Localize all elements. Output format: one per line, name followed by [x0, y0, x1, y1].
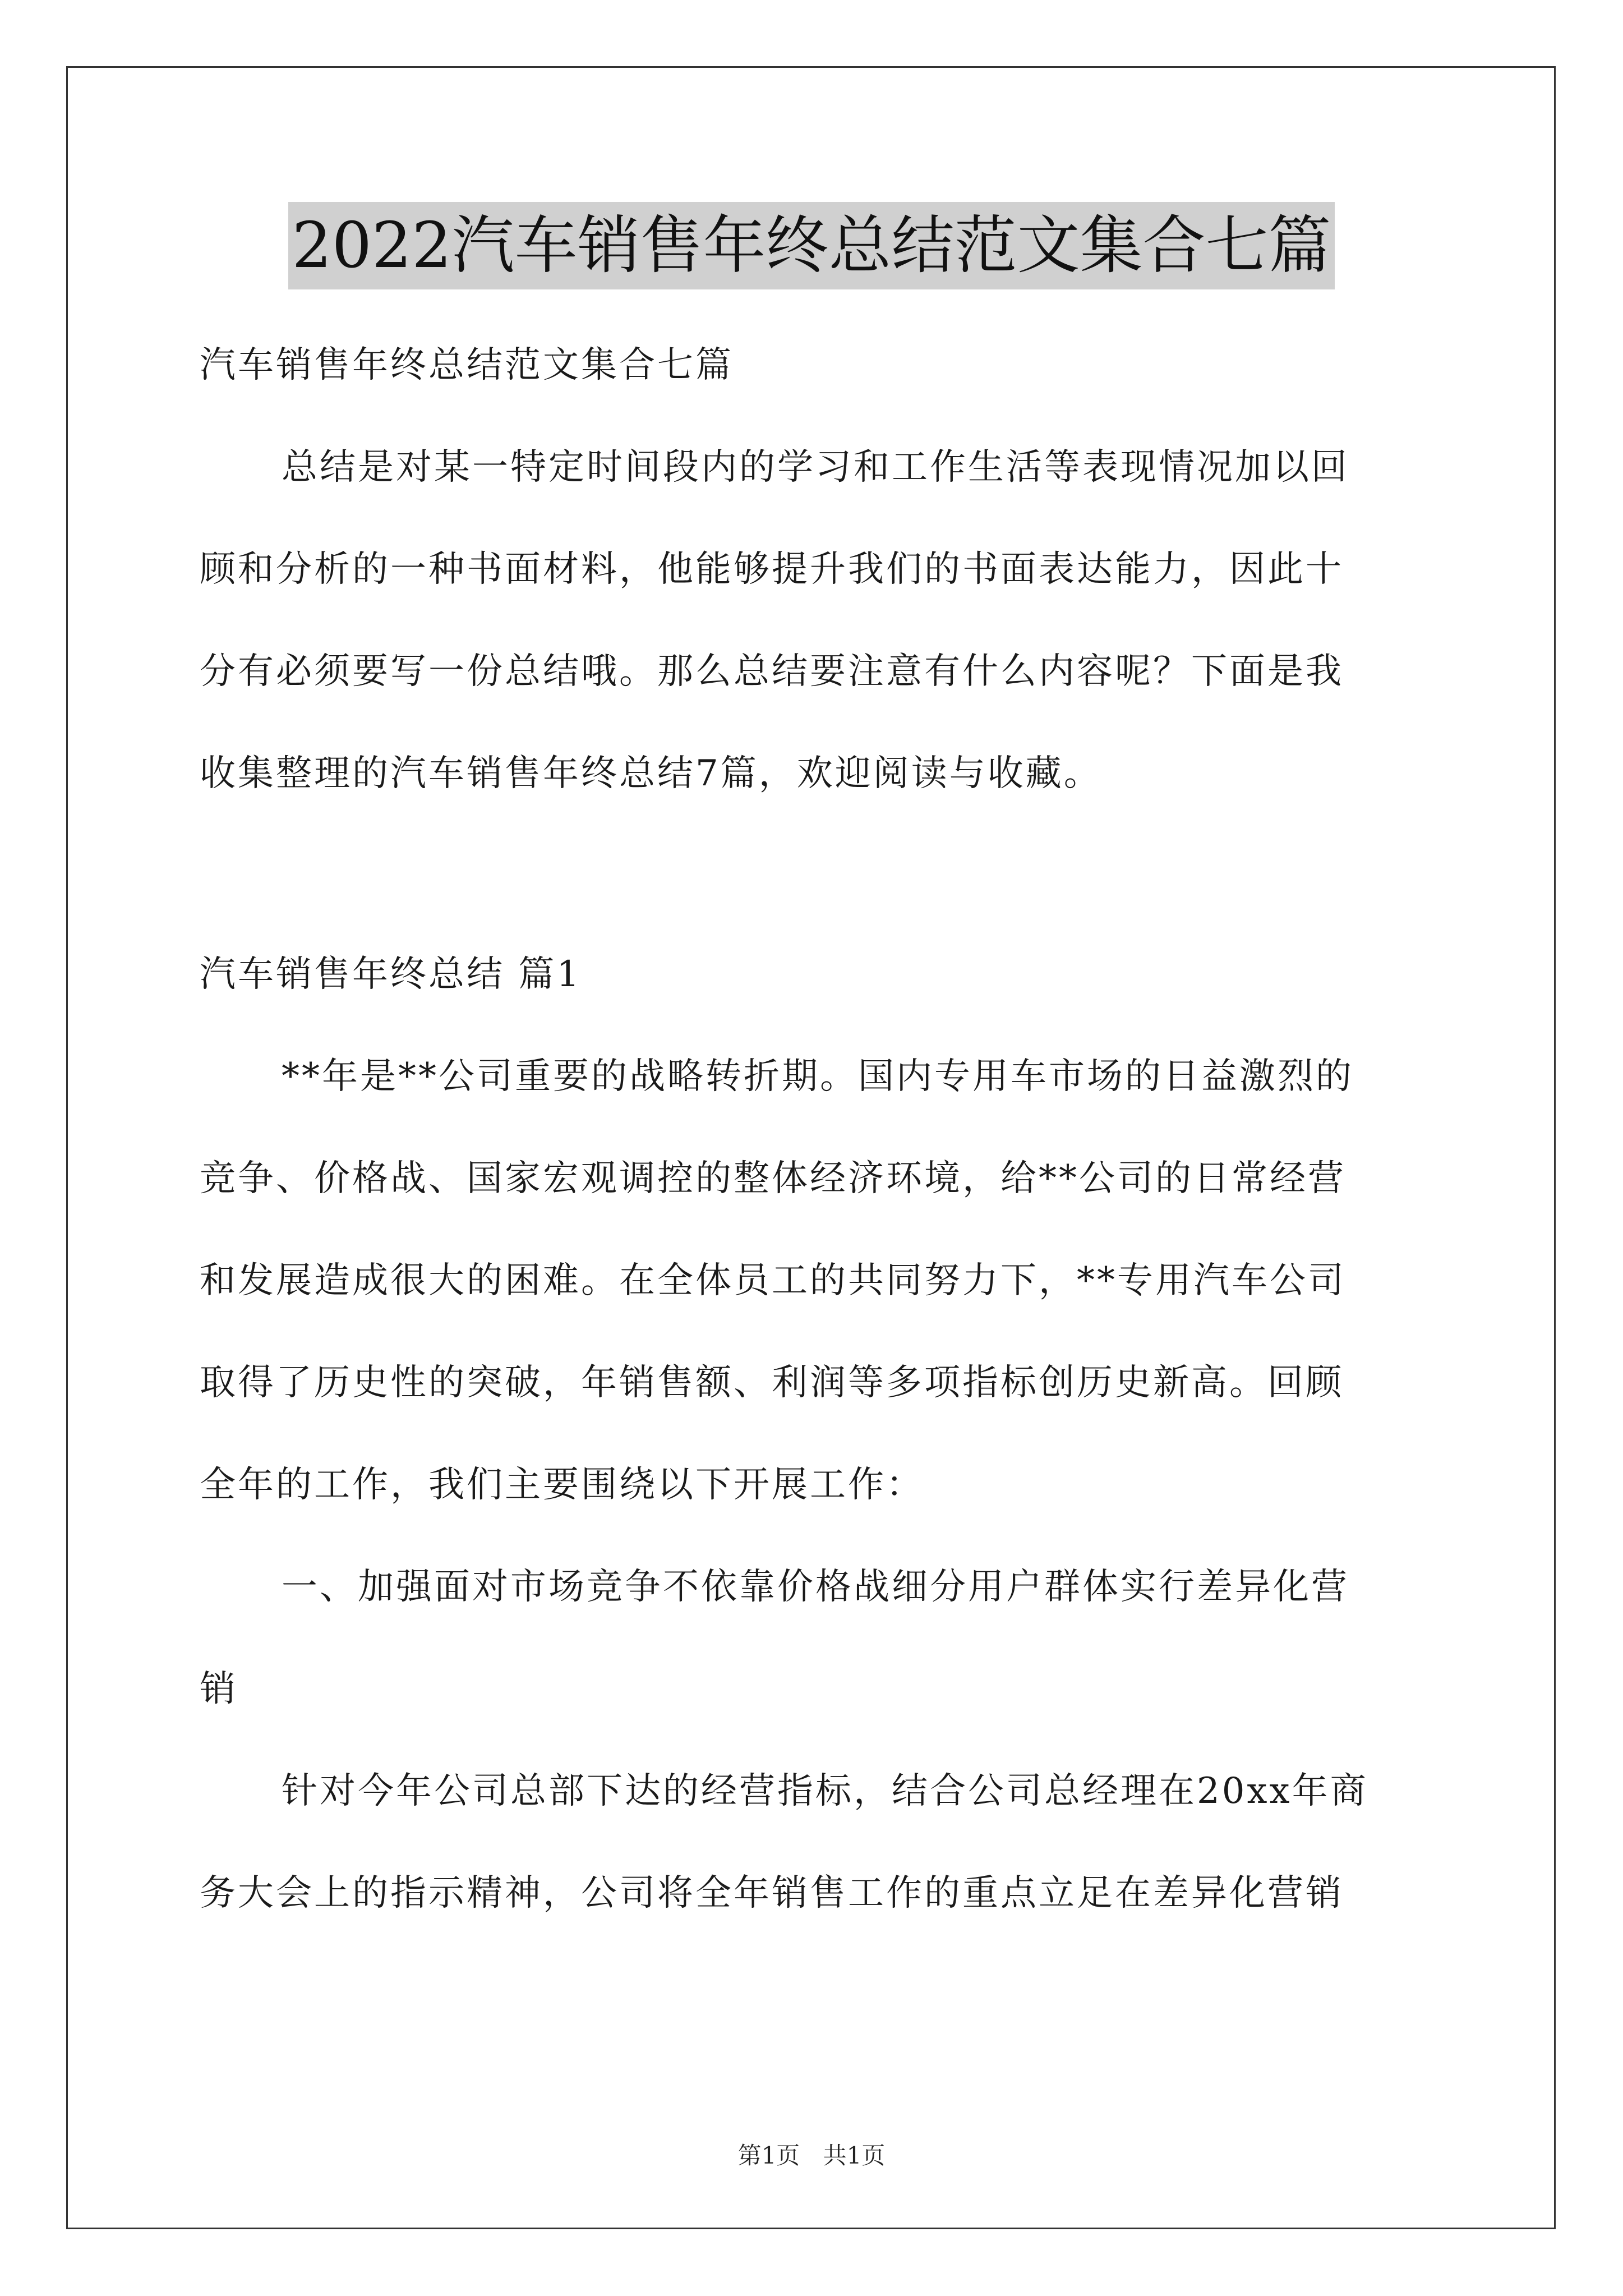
section-gap	[200, 825, 1428, 923]
paragraph-line: 针对今年公司总部下达的经营指标，结合公司总经理在20xx年商	[282, 1770, 1368, 1812]
document-title: 2022汽车销售年终总结范文集合七篇	[288, 202, 1334, 289]
title-container	[0, 202, 1623, 289]
section-heading: 汽车销售年终总结 篇1	[200, 954, 582, 995]
paragraph-line: 一、加强面对市场竞争不依靠价格战细分用户群体实行差异化营	[282, 1566, 1349, 1608]
paragraph-line: 和发展造成很大的困难。在全体员工的共同努力下，**专用汽车公司	[200, 1260, 1346, 1301]
paragraph-line: **年是**公司重要的战略转折期。国内专用车市场的日益激烈的	[282, 1056, 1354, 1097]
paragraph-line: 总结是对某一特定时间段内的学习和工作生活等表现情况加以回	[282, 447, 1349, 488]
paragraph-line: 取得了历史性的突破，年销售额、利润等多项指标创历史新高。回顾	[200, 1362, 1344, 1404]
document-body	[200, 314, 1428, 1944]
page-footer	[0, 2137, 1623, 2171]
paragraph-line: 顾和分析的一种书面材料，他能够提升我们的书面表达能力，因此十	[200, 549, 1344, 590]
page-number-current: 第1页	[737, 2142, 800, 2169]
paragraph-line: 分有必须要写一份总结哦。那么总结要注意有什么内容呢？下面是我	[200, 651, 1344, 692]
paragraph-line: 收集整理的汽车销售年终总结7篇，欢迎阅读与收藏。	[200, 753, 1102, 794]
paragraph-line: 竞争、价格战、国家宏观调控的整体经济环境，给**公司的日常经营	[200, 1158, 1346, 1199]
paragraph-line: 全年的工作，我们主要围绕以下开展工作：	[200, 1464, 924, 1506]
paragraph-line: 销	[200, 1668, 238, 1710]
subtitle-line: 汽车销售年终总结范文集合七篇	[200, 344, 734, 386]
paragraph-line: 务大会上的指示精神，公司将全年销售工作的重点立足在差异化营销	[200, 1872, 1344, 1914]
page-number-total: 共1页	[823, 2142, 886, 2169]
